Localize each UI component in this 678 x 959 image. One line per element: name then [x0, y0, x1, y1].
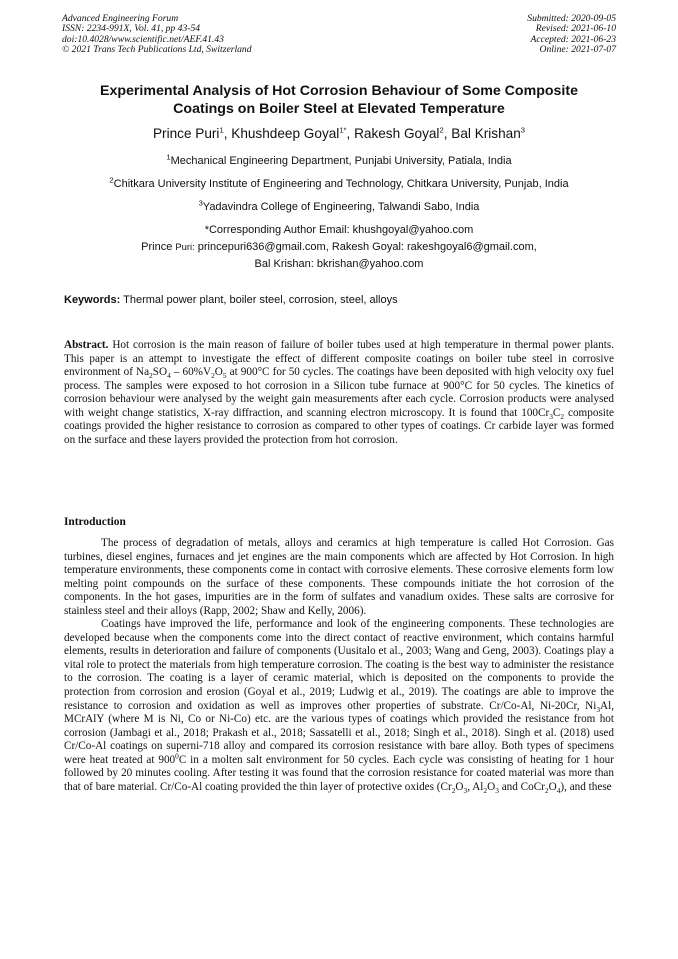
journal-header-right — [527, 14, 616, 56]
author-1: Prince Puri — [152, 126, 220, 141]
keywords-label: Keywords: — [64, 294, 121, 306]
intro-sup: 0 — [175, 751, 179, 761]
intro-p2-text-e: , Al — [467, 780, 484, 793]
paper-title-line2: Coatings on Boiler Steel at Elevated Temperature — [173, 101, 505, 117]
abstract-text-4: O — [214, 366, 223, 379]
date-online: Online: 2021-07-07 — [539, 44, 616, 56]
abstract-text-2: SO — [152, 366, 168, 379]
abstract-paragraph — [64, 339, 614, 447]
abstract-text-1: Hot corrosion is the main reason of failure of boiler tubes used at high temperature in thermal power plants. This paper is an attempt to investigate the effect of different composite coatings on boiler tube steel in corrosive environment of Na — [64, 339, 615, 379]
paper-title — [40, 82, 638, 118]
author-emails-line-3: Bal Krishan: bkrishan@yahoo.com — [254, 258, 424, 270]
affiliation-3-number: 3 — [198, 198, 203, 208]
date-accepted: Accepted: 2021-06-23 — [530, 33, 616, 45]
intro-sub: 2 — [544, 786, 549, 796]
intro-sub: 4 — [556, 786, 561, 796]
intro-paragraph-2 — [64, 618, 614, 794]
affiliation-3 — [40, 200, 638, 214]
abstract-sub: 2 — [560, 411, 565, 421]
section-heading-introduction: Introduction — [64, 516, 126, 528]
abstract-sub: 3 — [549, 411, 553, 421]
abstract — [64, 339, 614, 447]
intro-p2-text-d: O — [455, 780, 464, 793]
author-3: Rakesh Goyal — [354, 126, 440, 141]
author-2-affil: 1* — [339, 125, 347, 135]
abstract-text-7: composite coatings provided the higher resistance to corrosion as compared to other types of coatings. Cr carbide layer was formed on the surface and these layers provided the protection from hot corrosion. — [64, 406, 614, 446]
author-2: Khushdeep Goyal — [231, 126, 340, 141]
email-author-rest: princepuri636@gmail.com, Rakesh Goyal: rakeshgoyal6@gmail.com, — [197, 241, 537, 253]
intro-p2-text-c: C in a molten salt environment for 50 cycles. Each cycle was consisting of heating for 1 hour followed by 20 minutes cooling. After testing it was found that the corrosion resistance for coated material was more than that of bare material. Cr/Co-Al coating provided the thin layer of protective oxides (Cr — [64, 753, 614, 793]
affiliation-2-text: Chitkara University Institute of Engineering and Technology, Chitkara University, Punjab, India — [113, 178, 569, 190]
abstract-text-3: – 60%V — [170, 366, 212, 379]
keywords-text: Thermal power plant, boiler steel, corrosion, steel, alloys — [123, 294, 398, 306]
keywords — [64, 293, 624, 307]
journal-header-left — [62, 14, 252, 56]
introduction-body — [64, 537, 614, 794]
author-1-affil: 1 — [219, 125, 224, 135]
affiliation-1-text: Mechanical Engineering Department, Punjabi University, Patiala, India — [170, 155, 512, 167]
abstract-label: Abstract. — [64, 339, 109, 351]
journal-copyright: © 2021 Trans Tech Publications Ltd, Switzerland — [62, 44, 252, 56]
abstract-sub: 2 — [149, 371, 153, 381]
intro-sub: 2 — [451, 786, 456, 796]
corresponding-email: *Corresponding Author Email: khushgoyal@yahoo.com — [204, 224, 474, 236]
affiliation-3-text: Yadavindra College of Engineering, Talwandi Sabo, India — [202, 201, 480, 213]
abstract-text-5: at 900°C for 50 cycles. The coatings have been deposited with high velocity oxy fuel process. The samples were exposed to hot corrosion in a Silicon tube furnace at 900°C for 50 cycles. The kinetics of corrosion behaviour were analysed by the weight gain measurements after each cycle. Corrosion products were analysed with weight change statistics, X-ray diffraction, and scanning electron microscopy. It is found that 100Cr — [64, 366, 614, 419]
journal-issn: ISSN: 2234-991X, Vol. 41, pp 43-54 — [62, 23, 201, 35]
intro-sub: 3 — [596, 704, 601, 714]
author-list: Prince Puri$^1$, Khushdeep Goyal$^{1*}$, Rakesh Goyal$^2$, Bal Krishan$^3$ — [152, 125, 526, 141]
date-revised: Revised: 2021-06-10 — [535, 23, 616, 35]
email-author-surname: Puri: — [175, 241, 195, 252]
abstract-sub: 5 — [222, 371, 227, 381]
abstract-text-6: C — [552, 406, 561, 419]
intro-p2-text-i: ), and these — [560, 780, 612, 793]
intro-sub: 3 — [495, 786, 499, 796]
author-emails-line — [40, 240, 638, 254]
intro-p2-text-a: Coatings have improved the life, performance and look of the engineering components. These technologies are developed because when the components come into the direct contact of reactive environment, which contains harmful elements, results in deterioration and failure of components (Uusitalo et al., 2003; Wang and Geng, 2003). Coatings play a vital role to protect the materials from high temperature corrosion. The coating is the best way to administer the resistance to the corrosion. The coating is a layer of ceramic material, which is deposited on the components to provide the protection from corrosion and erosion (Goyal et al., 2019; Ludwig et al., 2019). The coatings are able to improve the resistance to corrosion and oxidation as well as improves other properties of substrate. Cr/Co-Al, Ni-20Cr, Ni — [64, 618, 614, 712]
author-4: Bal Krishan — [451, 126, 521, 141]
journal-name: Advanced Engineering Forum — [62, 13, 179, 24]
affiliation-1 — [40, 154, 638, 168]
intro-p2-text-b: Al, MCrAlY (where M is Ni, Co or Ni-Co) etc. are the various types of coatings which provided the resistance from hot corrosion (Jambagi et al., 2018; Prakash et al., 2018; Sassatelli et al., 2018; Singh et al., 2018). Singh et al. (2018) used Cr/Co-Al coatings on superni-718 alloy and compared its corrosion resistance with bare alloy. Both types of specimens were heat treated at 900 — [64, 699, 614, 766]
intro-p2-text-f: O — [487, 780, 496, 793]
intro-p2-text-h: O — [548, 780, 557, 793]
intro-paragraph-1: The process of degradation of metals, alloys and ceramics at high temperature is called Hot Corrosion. Gas turbines, diesel engines, furnaces and jet engines are the main components which are affected by Hot Corrosion. In high temperature environments, these components come in contact with corrosive elements. These corrosive elements form low melting point compounds on the surface of these components. These compounds initiate the hot corrosion of the components. In the hot gases, impurities are in the form of sulfates and vanadium oxides. These salts are corrosive for stainless steel and their alloys (Rapp, 2002; Shaw and Kelly, 2006). — [64, 537, 614, 617]
author-3-affil: 2 — [439, 125, 444, 135]
journal-doi: doi:10.4028/www.scientific.net/AEF.41.43 — [62, 33, 224, 45]
intro-sub: 2 — [483, 786, 488, 796]
date-submitted: Submitted: 2020-09-05 — [527, 13, 616, 24]
intro-sub: 3 — [463, 786, 468, 796]
author-4-affil: 3 — [520, 125, 526, 135]
abstract-sub: 2 — [211, 371, 215, 381]
abstract-sub: 4 — [167, 371, 171, 381]
affiliation-2-number: 2 — [109, 175, 114, 185]
paper-title-line1: Experimental Analysis of Hot Corrosion Behaviour of Some Composite — [100, 83, 578, 99]
affiliation-1-number: 1 — [166, 152, 171, 162]
affiliation-2 — [40, 177, 638, 191]
intro-p2-text-g: and CoCr — [498, 780, 545, 793]
email-author-name: Prince — [141, 241, 173, 253]
